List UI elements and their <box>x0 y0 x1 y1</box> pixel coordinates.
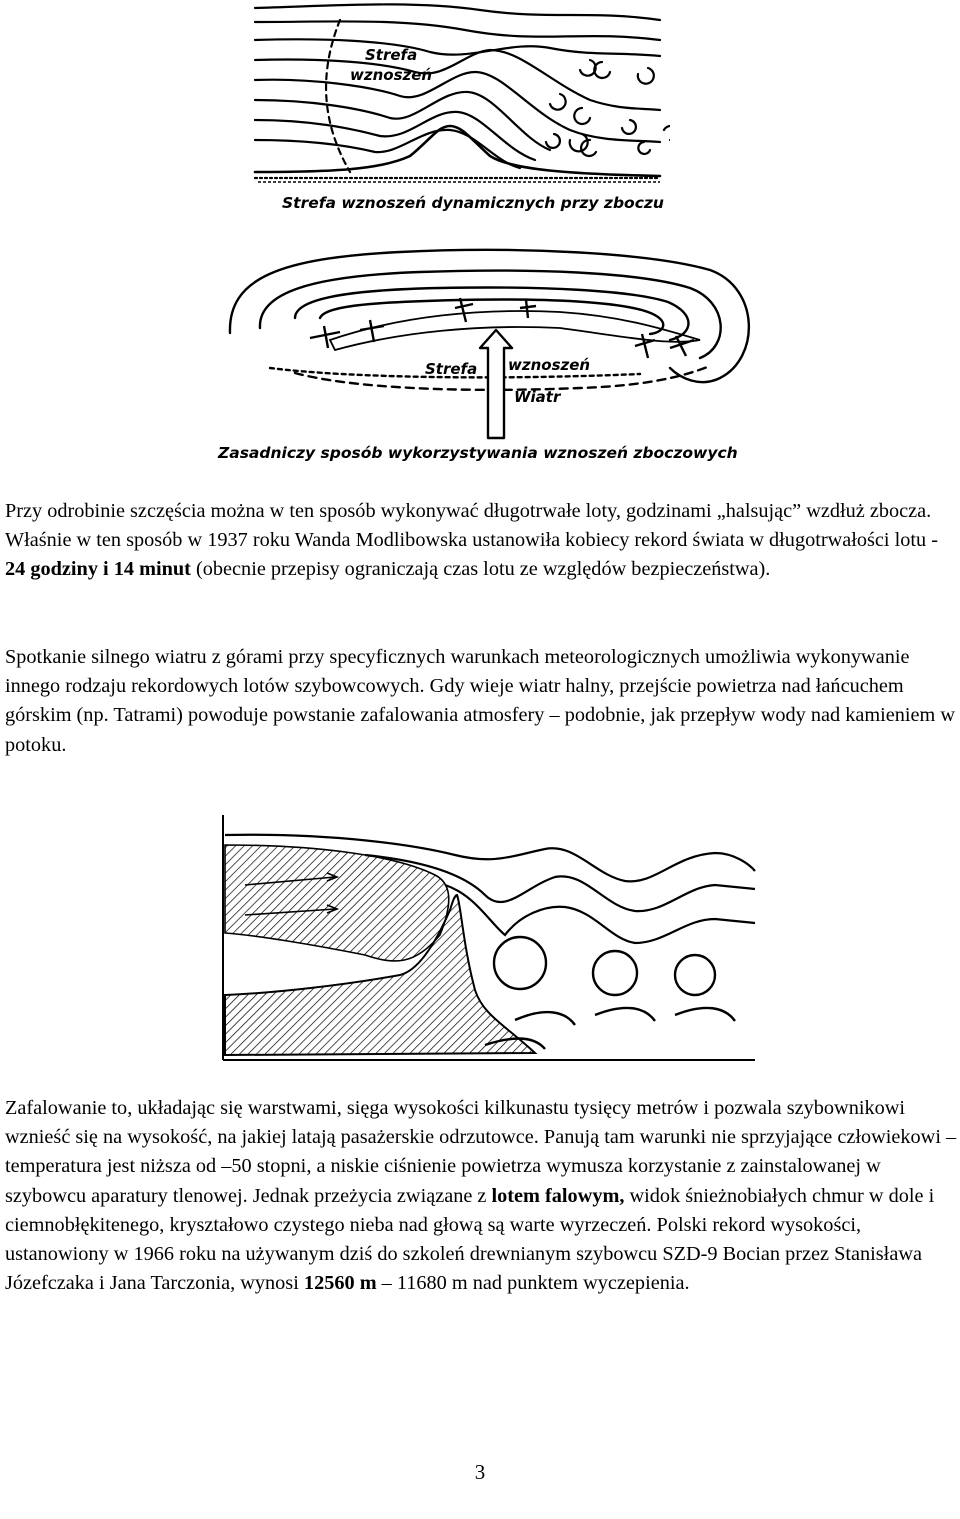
streamline <box>255 4 660 20</box>
glider-icon <box>455 298 473 322</box>
figure-ridge-soaring <box>200 228 760 468</box>
lift-zone-boundary <box>326 20 350 172</box>
label-wind: Wiatr <box>514 388 561 406</box>
label-zone: Strefa <box>425 360 478 378</box>
wave-flight-term: lotem falowym, <box>491 1184 625 1207</box>
paragraph-1-text-end: (obecnie przepisy ograniczają czas lotu ze względów bezpieczeństwa). <box>190 558 771 581</box>
paragraph-1-text: Przy odrobinie szczęścia można w ten sposób wykonywać długotrwałe loty, godzinami „halsując” wzdłuż zbocza. Właśnie w ten sposób w 1937 roku Wanda Modlibowska ustanowiła kobiecy rekord świata w długotrwałości lotu - <box>5 500 939 552</box>
turbulence-curl <box>664 126 670 140</box>
glider-icon <box>635 334 655 358</box>
turbulence-curl <box>638 142 650 154</box>
label-zone-line1: Strefa <box>365 46 418 64</box>
paragraph-3 <box>5 1094 960 1298</box>
record-duration: 24 godziny i 14 minut <box>5 558 191 581</box>
record-altitude: 12560 m <box>303 1272 377 1295</box>
rotor-arrow <box>515 1012 575 1025</box>
turbulence-curl <box>574 108 590 124</box>
rotor-circle <box>593 951 637 995</box>
turbulence-curl <box>622 120 636 134</box>
figure2-caption: Zasadniczy sposób wykorzystywania wznoszeń zboczowych <box>218 444 738 462</box>
figure1-caption: Strefa wznoszeń dynamicznych przy zboczu <box>282 194 664 212</box>
figure-mountain-wave <box>215 815 760 1065</box>
turbulence-curl <box>546 134 560 148</box>
paragraph-3-text-mid: widok śnieżnobiałych chmur w dole i ciemnobłękitenego, kryształowo czystego nieba nad głową są warte wyrzeczeń. Polski rekord wysokości, ustanowiony w 1966 roku na używanym dziś do szkoleń drewnianym szybowcu SZD-9 Bocian przez Stanisława Józefczaka i Jana Tarczonia, wynosi <box>5 1184 935 1295</box>
label-zone-line2: wznoszeń <box>350 66 433 84</box>
turbulence-curl <box>594 62 610 78</box>
streamline <box>255 21 660 40</box>
label-lift: wznoszeń <box>508 356 591 374</box>
paragraph-3-text-end: – 11680 m nad punktem wyczepienia. <box>376 1272 690 1295</box>
rotor-arrow <box>595 1008 655 1021</box>
rotor-circle <box>675 955 715 995</box>
streamline <box>255 50 660 110</box>
rotor-circle <box>494 937 546 989</box>
paragraph-2-text: Spotkanie silnego wiatru z górami przy specyficznych warunkach meteorologicznych umożliwia wykonywanie innego rodzaju rekordowych lotów szybowcowych. Gdy wieje wiatr halny, przejście powietrza nad łańcuchem górskim (np. Tatrami) powoduje powstanie zafalowania atmosfery – podobnie, jak przepływ wody nad kamieniem w potoku. <box>5 646 956 756</box>
turbulence-curl <box>570 134 588 151</box>
glider-icon <box>310 326 340 348</box>
page-number: 3 <box>474 1460 486 1484</box>
wind-arrow <box>480 330 512 438</box>
paragraph-3-text: Zafalowanie to, układając się warstwami, sięga wysokości kilkunastu tysięcy metrów i pozwala szybownikowi wznieść się na wysokość, na jakiej latają pasażerskie odrzutowce. Panują tam warunki nie sprzyjające człowiekowi – temperatura jest niższa od –50 stopni, a niskie ciśnienie powietrza wymusza korzystanie z zainstalowanej w szybowcu aparatury tlenowej. Jednak przeżycia związane z <box>5 1097 957 1207</box>
streamline <box>255 39 660 56</box>
hill-outline <box>255 126 660 176</box>
turbulence-curl <box>550 94 566 110</box>
paragraph-2 <box>5 643 960 760</box>
turbulence-curl <box>580 60 596 76</box>
rotor-arrow <box>675 1008 735 1021</box>
glider-icon <box>520 300 536 318</box>
paragraph-1 <box>5 497 960 585</box>
figure-slope-lift <box>250 0 670 225</box>
turbulence-curl <box>638 68 654 84</box>
